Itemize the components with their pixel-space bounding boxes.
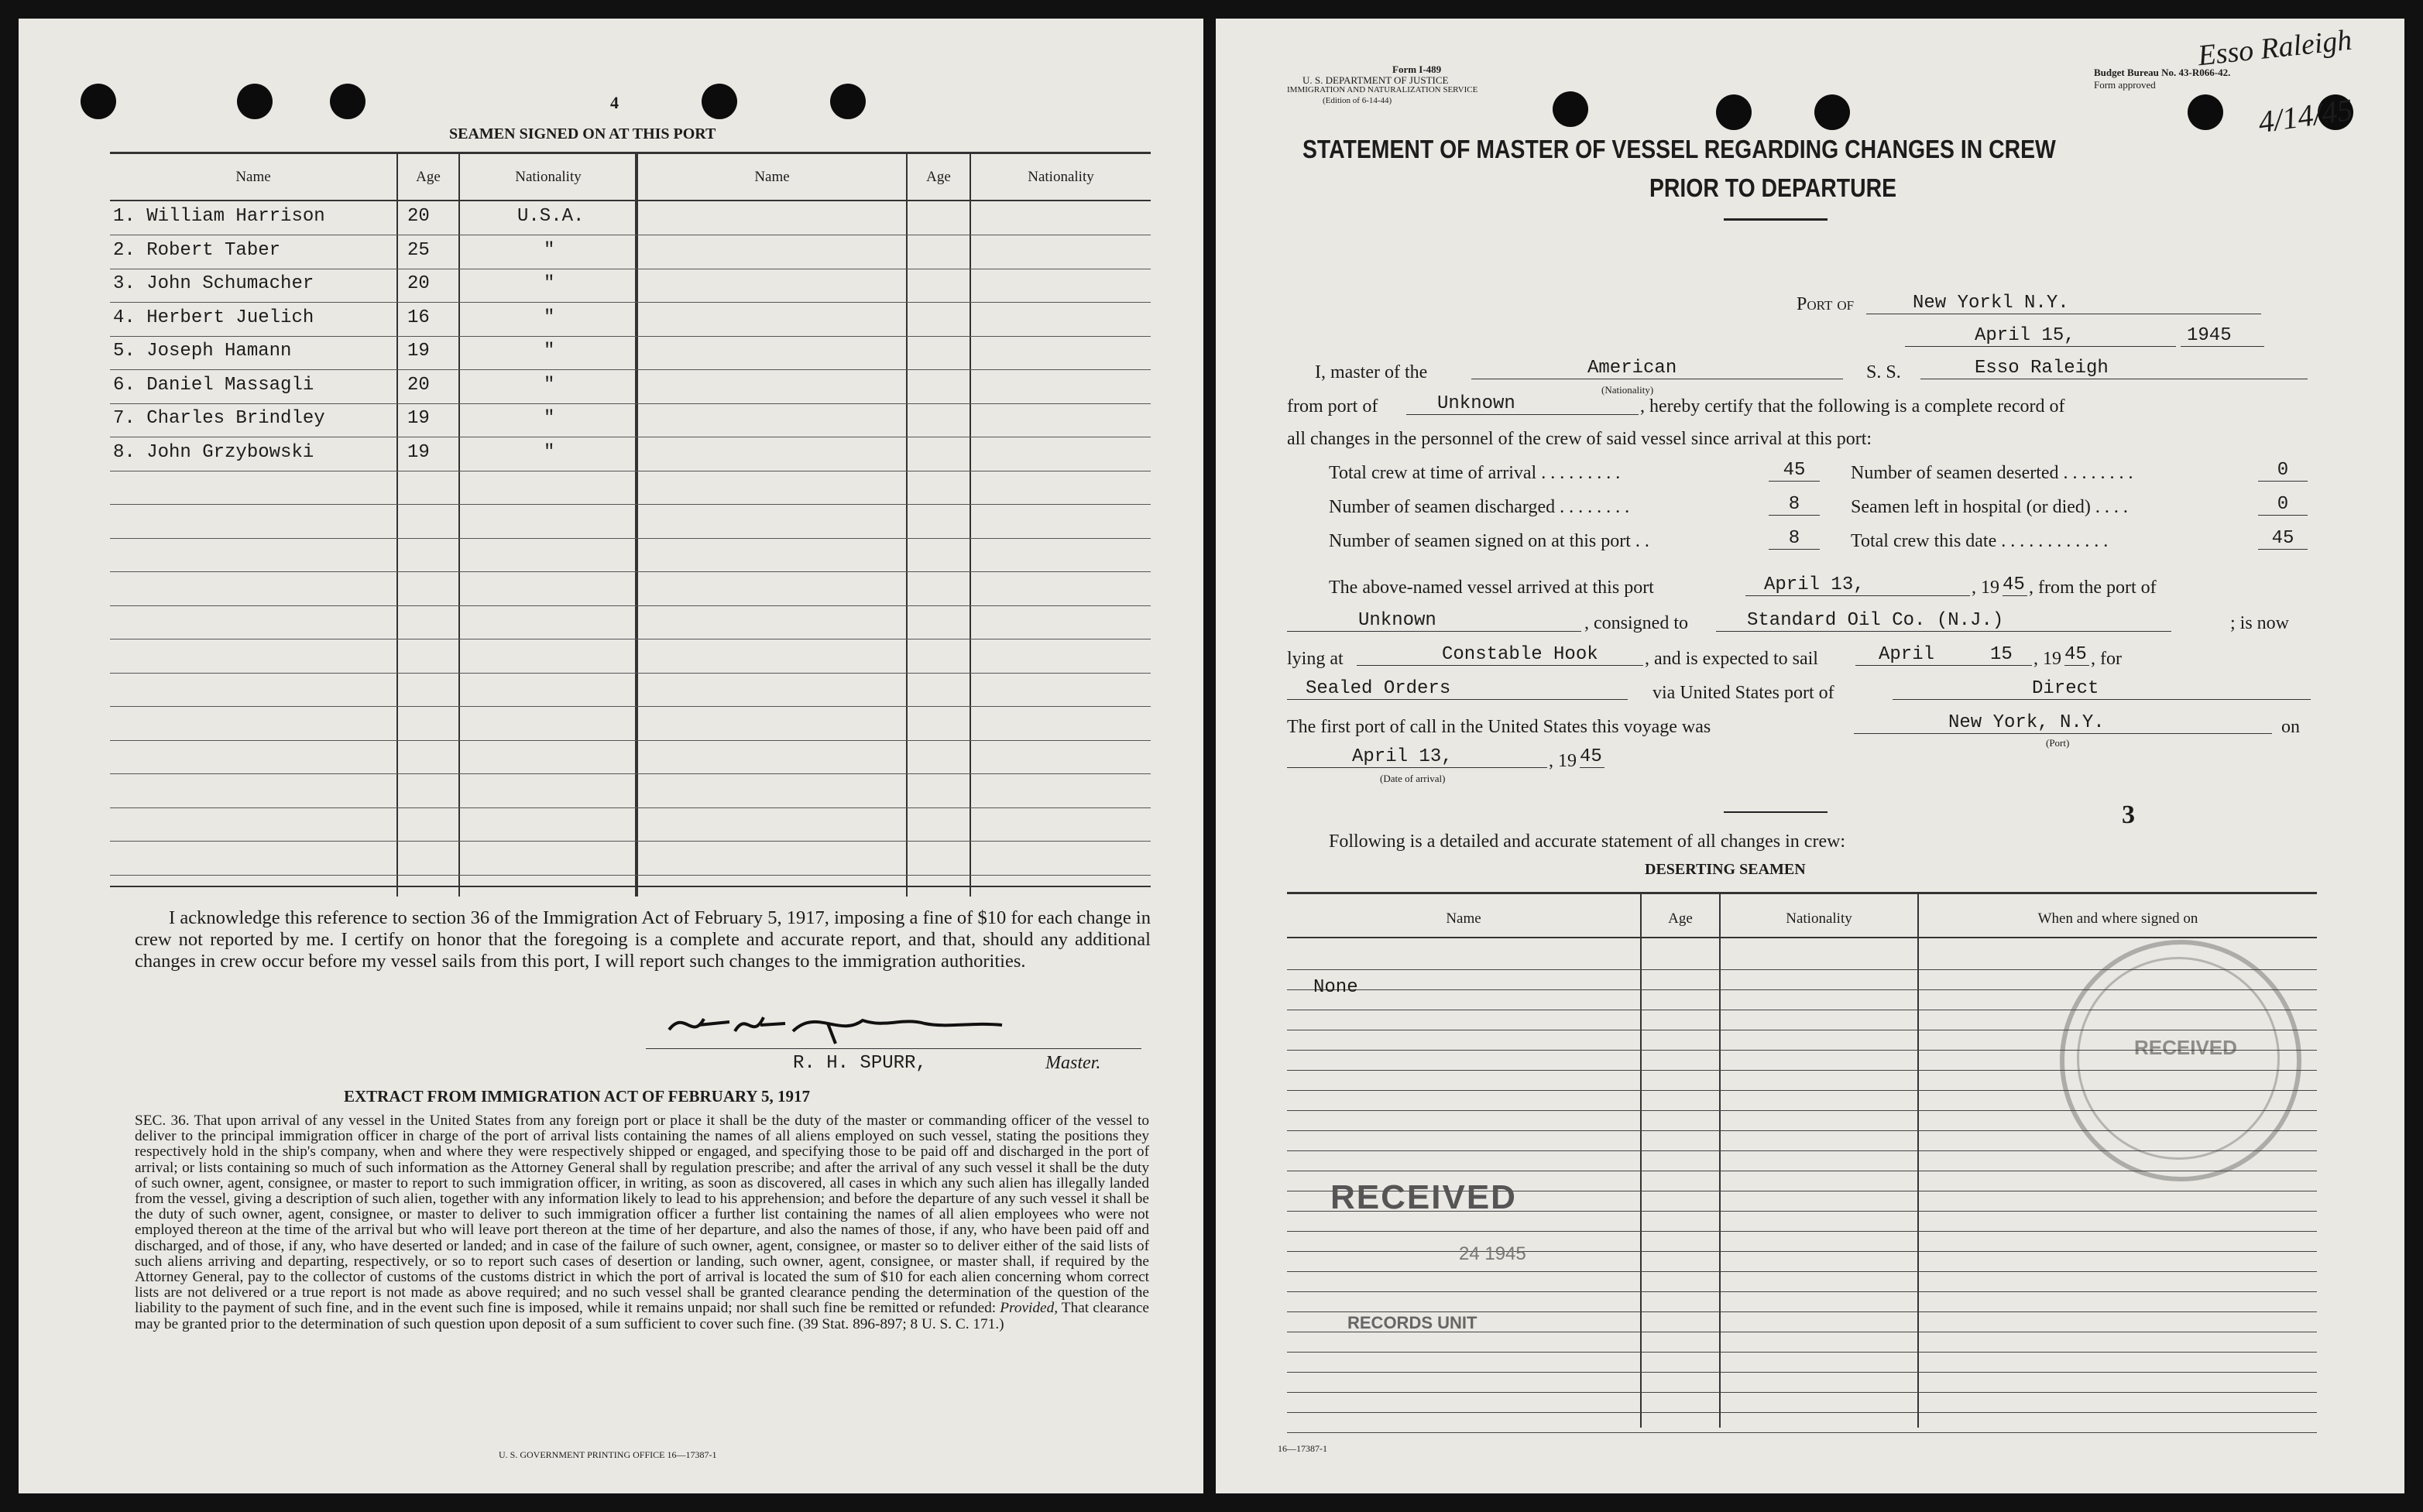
ruled-line (1287, 1372, 2317, 1373)
seaman-name: 4. Herbert Juelich (113, 307, 314, 328)
ruled-line (1287, 1432, 2317, 1433)
table-row (110, 842, 1151, 876)
table-row (110, 605, 1151, 639)
col-header-name-2: Name (754, 169, 790, 185)
desert-col-signed-on: When and where signed on (2037, 910, 2198, 927)
via-port: Direct (1893, 678, 2311, 700)
ruled-line (1287, 1311, 2317, 1312)
master-title: Master. (1045, 1053, 1101, 1073)
ruled-line (1287, 1231, 2317, 1232)
extract-text: SEC. 36. That upon arrival of any vessel in the United States from any foreign port or place it shall be the duty of the master or commanding officer of the vessel to deliver to the principal immigration officer in charge of the port of arrival lists containing the names of all aliens employed on such vessel, stating the positions they respectively hold in the ship's company, when and where they were respectively shipped or engaged, and specifying those to be paid off and discharged in the port of arrival; or lists containing so much of such information as the Attorney General shall by regulation prescribe; and after the arrival of any such vessel it shall be the duty of such owner, agent, consignee, or master to report to such immigration officer, in writing, as soon as discovered, all cases in which any such alien has illegally landed from the vessel, giving a description of such alien, together with any information likely to lead to his apprehension; and before the departure of any such vessel it shall be the duty of such owner, agent, consignee, or master to deliver to such immigration officer a further list containing the names of all alien employees who were not employed thereon at the time of the arrival but who will leave port thereon at the time of her departure, and also the names of those, if any, who have been paid off and discharged, and of those, if any, who have deserted or landed; and in case of the failure of such owner, agent, consignee, or master so to deliver either of the said lists of such aliens arriving and departing, respectively, or so to report such cases of desertion or landing, such owner, agent, consignee, or master shall, if required by the Attorney General, pay to the collector of customs of the customs district in which the port of arrival is located the sum of $10 for each alien concerning whom correct lists are not delivered or a true report is not made as above required; and no such vessel shall be granted clearance pending the determination of the question of the liability to the payment of such fine, and in the event such fine is imposed, while it remains unpaid; nor shall such fine be remitted or refunded: Provided, That clearance may be granted prior to the determination of such question upon deposit of a sum sufficient to cover such fine. (39 Stat. 896-897; 8 U. S. C. 171.) (135, 1113, 1149, 1332)
seaman-nationality: " (544, 441, 555, 463)
table-row (110, 774, 1151, 808)
table-row (110, 201, 1151, 235)
seaman-nationality: " (544, 307, 555, 328)
table-row (110, 639, 1151, 674)
seaman-nationality: U.S.A. (517, 206, 585, 227)
seaman-name: 2. Robert Taber (113, 239, 281, 261)
footer-code: 16—17387-1 (1278, 1443, 1327, 1454)
seaman-age: 19 (407, 341, 430, 362)
handwritten-number: 3 (2122, 801, 2135, 829)
total-crew-arrival: 45 (1769, 460, 1820, 482)
punch-hole (702, 84, 737, 119)
right-page: Form I-489 U. S. DEPARTMENT OF JUSTICE IMMIGRATION AND NATURALIZATION SERVICE (Edition of 6-14-44) Budget Bureau No. 43-R066-42. Form approved Esso Raleigh 4/14/45 STATEMENT OF MASTER OF VESSEL REGARDING CHANGES IN CREW PRIOR TO DEPARTURE Port of New Yorkl N.Y. April 15, 1945 I, master of the American (Nationality) S. S. Esso Raleigh from port of Unknown , hereby certify that the following is a complete record of all changes in the personnel of the crew of said vessel since arrival at this port: Total crew at time of arrival . . . . . . . . . 45 Number of seamen discharged . . . . . . . . 8 Number of seamen signed on at this port . . 8 Number of seamen deserted . . . . . . . . 0 Seamen left in hospital (or died) . . . . 0 Total crew this date . . . . . . . . . . . . 45 The above-named vessel arrived at this port April 13, , 19 45 , from the port of Unknown , consigned to Standard Oil Co. (N.J.) ; is now lying at Constable Hook , and is expected to sail April 15 , 19 45 , for Sealed Orders via United States port of Direct The first port of call in the United States this voyage was New York, N.Y. (Port) on April 13, , 19 45 (Date of arrival) 3 Following is a detailed and accurate statement of all changes in crew: DESERTING SEAMEN Name Age Nationality When and where signed on None RECEIVED 24 1945 RECORDS UNIT RECEIVED 16—17387-1 (1216, 19, 2404, 1493)
seamen-discharged: 8 (1769, 494, 1820, 516)
seaman-age: 19 (407, 441, 430, 463)
arrival-year: 45 (2003, 574, 2027, 596)
seaman-age: 19 (407, 408, 430, 429)
table-row (110, 673, 1151, 707)
seaman-age: 20 (407, 273, 430, 294)
desert-row-none: None (1313, 977, 1358, 998)
records-unit-stamp: RECORDS UNIT (1347, 1313, 1477, 1332)
col-header-age-2: Age (926, 169, 951, 185)
left-page (19, 19, 1203, 1493)
punch-hole (81, 84, 116, 119)
seamen-hospital: 0 (2258, 494, 2308, 516)
desert-col-name: Name (1446, 910, 1481, 927)
col-header-age: Age (416, 169, 441, 185)
seaman-age: 20 (407, 374, 430, 396)
seaman-name: 1. William Harrison (113, 206, 325, 227)
desert-col-age: Age (1668, 910, 1693, 927)
seaman-nationality: " (544, 374, 555, 396)
seaman-nationality: " (544, 273, 555, 294)
ruled-line (1287, 1251, 2317, 1252)
received-stamp: RECEIVED (1330, 1178, 1517, 1216)
seaman-name: 7. Charles Brindley (113, 408, 325, 429)
seamen-signed-on: 8 (1769, 528, 1820, 550)
form-number: Form I-489 (1392, 63, 1442, 75)
lying-at: Constable Hook (1357, 644, 1643, 666)
extract-title: EXTRACT FROM IMMIGRATION ACT OF FEBRUARY 5, 1917 (344, 1087, 811, 1106)
ruled-line (1287, 1392, 2317, 1393)
table-row (110, 505, 1151, 539)
page-number: 4 (610, 93, 619, 112)
handwritten-ship-name: Esso Raleigh (2196, 23, 2354, 73)
ruled-line (1287, 1412, 2317, 1413)
printing-office: U. S. GOVERNMENT PRINTING OFFICE 16—17387-1 (499, 1449, 717, 1460)
punch-hole (1814, 94, 1850, 130)
col-header-nationality-2: Nationality (1028, 169, 1094, 185)
port-label: Port of (1797, 294, 1855, 314)
edition: (Edition of 6-14-44) (1323, 96, 1392, 105)
punch-hole (1553, 91, 1588, 127)
table-row (110, 707, 1151, 741)
ruled-line (1287, 1291, 2317, 1292)
desert-col-nationality: Nationality (1786, 910, 1852, 927)
seaman-age: 16 (407, 307, 430, 328)
arrived-from-port: Unknown (1287, 610, 1581, 632)
ruled-line (1287, 1271, 2317, 1272)
table-row (110, 336, 1151, 370)
form-approved: Form approved (2094, 79, 2156, 91)
table-row (110, 538, 1151, 572)
master-name: R. H. SPURR, (793, 1053, 927, 1074)
department: U. S. DEPARTMENT OF JUSTICE (1302, 74, 1449, 86)
seaman-nationality: " (544, 341, 555, 362)
form-title-line1: STATEMENT OF MASTER OF VESSEL REGARDING CHANGES IN CREW (1302, 135, 2056, 163)
statement-date: April 15, (1905, 325, 2176, 347)
seaman-age: 20 (407, 206, 430, 227)
table-row (110, 740, 1151, 774)
budget-bureau: Budget Bureau No. 43-R066-42. (2094, 67, 2231, 78)
seaman-name: 5. Joseph Hamann (113, 341, 292, 362)
destination: Sealed Orders (1287, 678, 1628, 700)
seaman-name: 8. John Grzybowski (113, 441, 314, 463)
form-title-line2: PRIOR TO DEPARTURE (1649, 173, 1897, 202)
table-row (110, 572, 1151, 606)
sail-year: 45 (2064, 644, 2089, 666)
punch-hole (2188, 94, 2223, 130)
round-received-stamp: RECEIVED (2060, 940, 2301, 1181)
table-row (110, 403, 1151, 437)
total-crew-date: 45 (2258, 528, 2308, 550)
deserting-title: DESERTING SEAMEN (1645, 861, 1806, 878)
table-row (110, 269, 1151, 303)
service: IMMIGRATION AND NATURALIZATION SERVICE (1287, 85, 1478, 94)
ship-name: Esso Raleigh (1920, 358, 2308, 379)
table-row (110, 303, 1151, 337)
arrival-date: April 13, (1745, 574, 1970, 596)
ruled-line (1287, 1352, 2317, 1353)
col-header-name: Name (235, 169, 271, 185)
port-value: New Yorkl N.Y. (1866, 293, 2261, 314)
section-title: SEAMEN SIGNED ON AT THIS PORT (449, 125, 716, 142)
seaman-name: 3. John Schumacher (113, 273, 314, 294)
punch-hole (1716, 94, 1752, 130)
seaman-nationality: " (544, 408, 555, 429)
table-row (110, 437, 1151, 471)
first-arrival-year: 45 (1580, 746, 1604, 768)
statement-year: 1945 (2181, 325, 2264, 347)
seaman-age: 25 (407, 239, 430, 261)
from-port-value: Unknown (1406, 393, 1639, 415)
col-header-nationality: Nationality (515, 169, 582, 185)
table-row (110, 807, 1151, 842)
first-port: New York, N.Y. (1854, 712, 2272, 734)
consignee: Standard Oil Co. (N.J.) (1716, 610, 2171, 632)
table-row (110, 370, 1151, 404)
received-stamp-date: 24 1945 (1459, 1243, 1526, 1264)
acknowledgement-text: I acknowledge this reference to section 36 of the Immigration Act of February 5, 1917, imposing a fine of $10 for each change in crew not reported by me. I certify on honor that the foregoing is a complete and accurate report, and that, should any additional changes in crew occur before my vessel sails from this port, I will report such changes to the immigration authorities. (135, 907, 1151, 972)
handwritten-date: 4/14/45 (2256, 91, 2355, 140)
table-row (110, 235, 1151, 269)
master-signature (661, 1000, 1033, 1054)
seaman-name: 6. Daniel Massagli (113, 374, 314, 396)
first-arrival-date: April 13, (1287, 746, 1547, 768)
seaman-nationality: " (544, 239, 555, 261)
sail-month: April 15 (1855, 644, 2032, 666)
nationality-value: American (1471, 358, 1843, 379)
punch-hole (237, 84, 273, 119)
table-row (110, 471, 1151, 505)
punch-hole (830, 84, 866, 119)
seamen-deserted: 0 (2258, 460, 2308, 482)
punch-hole (330, 84, 366, 119)
